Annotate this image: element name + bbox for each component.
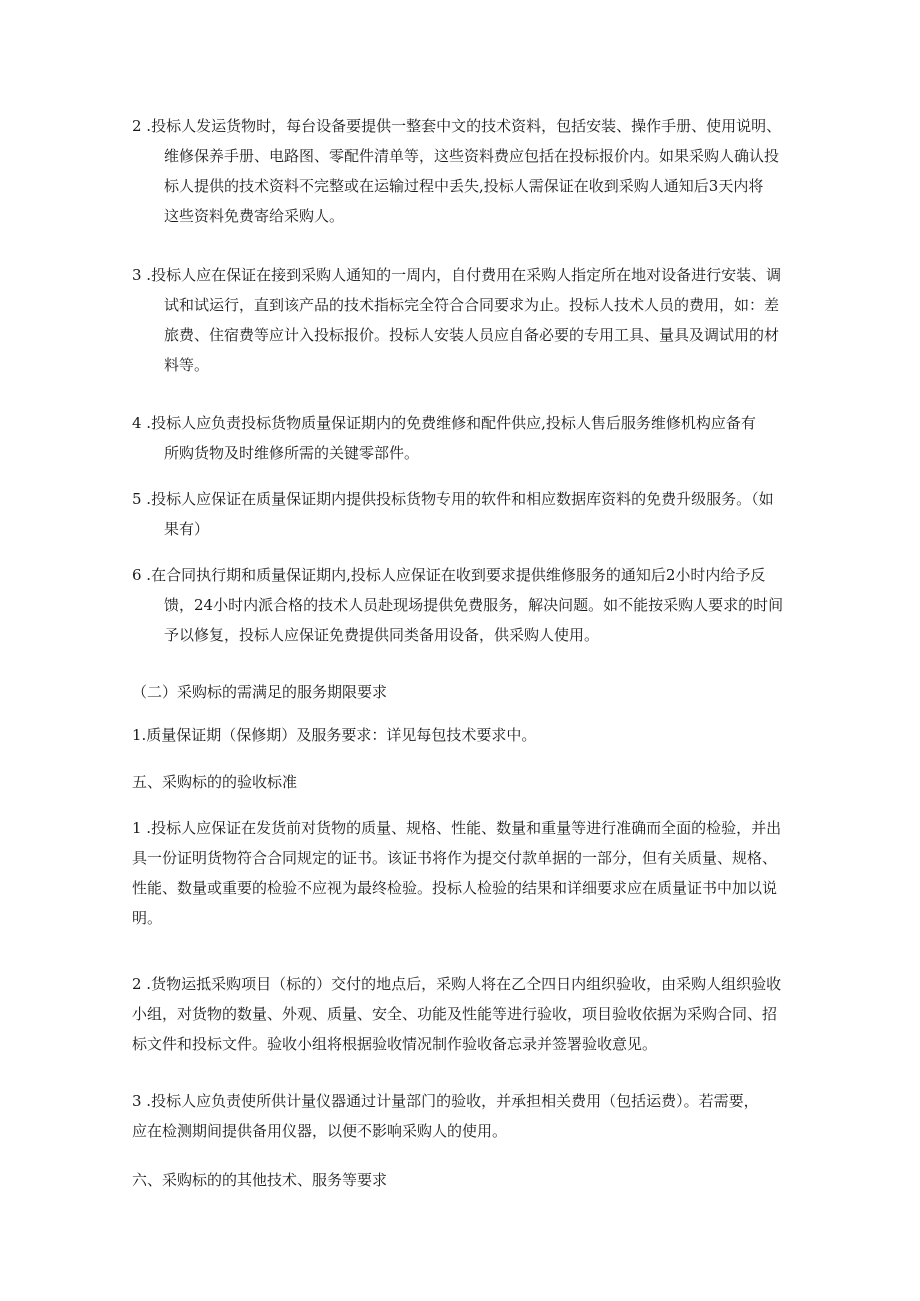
item-line: 旅费、住宿费等应计入投标报价。投标人安装人员应自备必要的专用工具、量具及调试用的材 xyxy=(164,326,780,344)
item-line: 予以修复，投标人应保证免费提供同类备用设备，供采购人使用。 xyxy=(164,626,600,644)
item-line: 维修保养手册、电路图、零配件清单等，这些资料费应包括在投标报价内。如果采购人确认投 xyxy=(164,147,780,165)
item-line: 5 .投标人应保证在质量保证期内提供投标货物专用的软件和相应数据库资料的免费升级服务。（如 xyxy=(132,490,774,508)
item-line: 小组，对货物的数量、外观、质量、安全、功能及性能等进行验收，项目验收依据为采购合同、招 xyxy=(132,1005,778,1023)
item-line: 应在检测期间提供备用仪器，以便不影响采购人的使用。 xyxy=(132,1122,508,1140)
item-line: 这些资料免费寄给采购人。 xyxy=(164,207,345,225)
item-line: 1 .投标人应保证在发货前对货物的质量、规格、性能、数量和重量等进行准确而全面的检验，并出 xyxy=(132,819,782,837)
item-line: 3 .投标人应在保证在接到采购人通知的一周内，自付费用在采购人指定所在地对设备进行安装、调 xyxy=(132,266,782,284)
acceptance-item-1 xyxy=(132,813,812,933)
item-line: 3 .投标人应负责使所供计量仪器通过计量部门的验收，并承担相关费用（包括运费）。若需要， xyxy=(132,1092,759,1110)
item-line: 试和试运行，直到该产品的技术指标完全符合合同要求为止。投标人技术人员的费用，如：差 xyxy=(164,296,780,314)
service-period-text xyxy=(132,720,812,750)
item-line: 性能、数量或重要的检验不应视为最终检验。投标人检验的结果和详细要求应在质量证书中加以说 xyxy=(132,879,778,897)
item-line: 果有） xyxy=(164,520,210,538)
requirement-item-5 xyxy=(132,484,812,544)
item-line: 6 .在合同执行期和质量保证期内,投标人应保证在收到要求提供维修服务的通知后2小时内给予反 xyxy=(132,566,766,584)
item-line: 4 .投标人应负责投标货物质量保证期内的免费维修和配件供应,投标人售后服务维修机构应备有 xyxy=(132,414,756,432)
acceptance-item-3 xyxy=(132,1086,812,1146)
heading-acceptance: 五、采购标的的验收标准 xyxy=(132,773,298,791)
item-line: 具一份证明货物符合合同规定的证书。该证书将作为提交付款单据的一部分，但有关质量、规格、 xyxy=(132,849,778,867)
item-line: 标文件和投标文件。验收小组将根据验收情况制作验收备忘录并签署验收意见。 xyxy=(132,1035,658,1053)
item-line: 料等。 xyxy=(164,356,210,374)
requirement-item-6 xyxy=(132,560,812,650)
requirement-item-3 xyxy=(132,260,812,380)
service-period-line: 1.质量保证期（保修期）及服务要求：详见每包技术要求中。 xyxy=(132,726,537,744)
item-line: 明。 xyxy=(132,909,163,927)
requirement-item-4 xyxy=(132,408,812,468)
heading-other-requirements: 六、采购标的的其他技术、服务等要求 xyxy=(132,1171,388,1189)
heading-service-period: （二）采购标的需满足的服务期限要求 xyxy=(132,683,388,701)
item-line: 馈，24小时内派合格的技术人员赴现场提供免费服务，解决问题。如不能按采购人要求的时间 xyxy=(164,596,784,614)
item-line: 所购货物及时维修所需的关键零部件。 xyxy=(164,444,420,462)
requirement-item-2 xyxy=(132,111,812,231)
item-line: 2 .货物运抵采购项目（标的）交付的地点后，采购人将在乙仝四日内组织验收，由采购人组织验收 xyxy=(132,975,782,993)
item-line: 2 .投标人发运货物时，每台设备要提供一整套中文的技术资料，包括安装、操作手册、使用说明、 xyxy=(132,117,782,135)
acceptance-item-2 xyxy=(132,969,812,1059)
item-line: 标人提供的技术资料不完整或在运输过程中丢失,投标人需保证在收到采购人通知后3天内将 xyxy=(164,177,764,195)
